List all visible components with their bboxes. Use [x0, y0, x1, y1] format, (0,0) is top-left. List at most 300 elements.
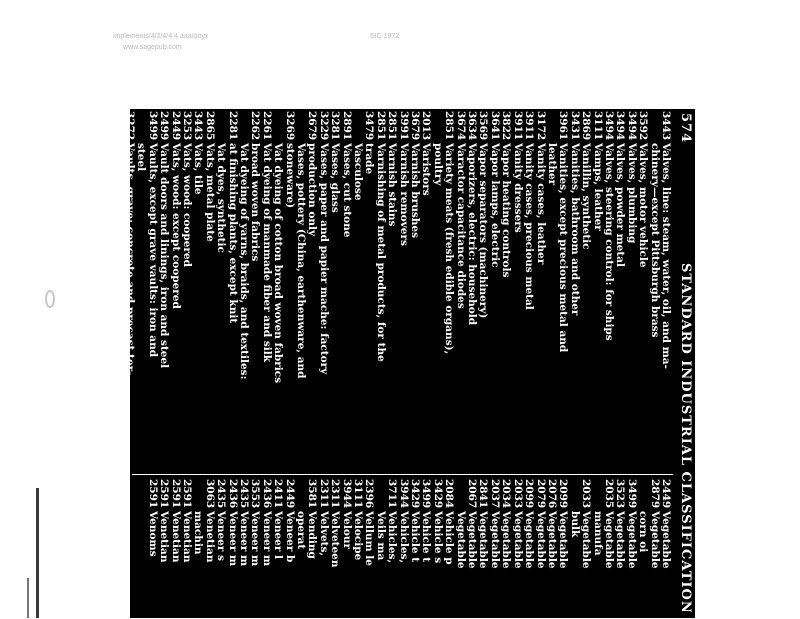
- index-entry: [557, 111, 568, 471]
- entry-description: Vases, paper and papier mache: factory: [317, 143, 330, 375]
- entry-description: Valves, line: steam, water, oil, and ma-: [660, 143, 672, 369]
- entry-description: manufa: [591, 511, 604, 556]
- entry-description: broad woven fabrics: [249, 143, 262, 262]
- entry-description: Vapor separators (machinery): [477, 143, 490, 319]
- index-entry: [660, 479, 671, 619]
- index-entry: [454, 111, 465, 471]
- index-entry: [317, 111, 328, 471]
- entry-description: Vegetable: [625, 511, 638, 569]
- sic-code: [215, 111, 226, 143]
- margin-note: implements/4/2/4/4 4 aaa/ooyx: [113, 33, 209, 40]
- sic-code: 3281: [329, 111, 342, 141]
- index-entry: [500, 111, 511, 471]
- entry-description: Vat dyeing of yarns, braids, and textiles:: [237, 143, 250, 380]
- entry-description: Vaporizers, electric: household: [466, 143, 479, 326]
- index-entry: [306, 479, 317, 619]
- sic-code: 2436: [226, 479, 239, 509]
- entry-description: Varnish stains: [386, 143, 399, 227]
- entry-description: Vegetable: [660, 511, 672, 569]
- entry-description: Vault doors and linings, iron and steel: [158, 143, 171, 369]
- sic-code: 2591: [146, 479, 159, 509]
- sic-code: 2076: [545, 479, 558, 509]
- index-entry: [249, 111, 260, 471]
- entry-description: corn oi: [637, 511, 650, 553]
- sic-code: 2013: [420, 111, 433, 141]
- sic-code: 3592: [637, 111, 650, 141]
- sic-code: 3711: [386, 479, 399, 509]
- entry-description: at finishing plants, except knit: [226, 143, 239, 324]
- sic-code: [591, 479, 602, 511]
- entry-description: Venetian: [169, 511, 182, 563]
- index-entry: [625, 111, 636, 471]
- sic-code: 3581: [306, 479, 319, 509]
- entry-description: Vat dyeing of cotton broad woven fabrics: [272, 143, 285, 384]
- sic-code: 2035: [602, 479, 615, 509]
- sic-code: [135, 111, 146, 143]
- sic-code: 3679: [409, 111, 422, 141]
- index-entry: [306, 111, 317, 471]
- entry-description: Vegetable: [648, 511, 661, 569]
- entry-description: Velveteen: [329, 511, 342, 568]
- index-entry: [477, 479, 488, 619]
- index-entry: [374, 479, 385, 619]
- entry-description: Veneer m: [237, 511, 250, 567]
- index-entry: [511, 111, 522, 471]
- index-entry: [260, 479, 271, 619]
- index-entry: [249, 479, 260, 619]
- sic-code: 3494: [602, 111, 615, 141]
- sic-code: 2099: [557, 479, 570, 509]
- index-entry: [637, 111, 648, 471]
- sic-code: 3499: [420, 479, 433, 509]
- entry-description: Vaults, except grave vaults: iron and: [146, 143, 159, 358]
- index-entry: [466, 479, 477, 619]
- entry-description: Veneer m: [226, 511, 239, 567]
- index-entry: [500, 479, 511, 619]
- entry-description: Vegetable: [580, 511, 593, 569]
- entry-description: bulk: [568, 511, 581, 538]
- sic-code: 2084: [443, 479, 456, 509]
- sic-code: 2311: [317, 479, 330, 509]
- entry-description: Vanillin, synthetic: [580, 143, 593, 250]
- entry-description: operat: [295, 511, 307, 550]
- sic-code: 2851: [443, 111, 456, 141]
- sic-code: 2591: [180, 479, 193, 509]
- index-entry: [215, 479, 226, 619]
- index-entry: [603, 479, 614, 619]
- index-entry: [409, 111, 420, 471]
- index-entry: [614, 111, 625, 471]
- index-entry: [523, 111, 534, 471]
- sic-code: [238, 111, 249, 143]
- entry-description: Valves, motor vehicle: [637, 143, 650, 268]
- index-entry: [431, 479, 442, 619]
- entry-description: Vegetable: [466, 511, 479, 569]
- sic-code: 2033: [511, 479, 524, 509]
- index-entry: [329, 111, 340, 471]
- index-entry: [226, 479, 237, 619]
- entry-description: Vegetable: [545, 511, 558, 569]
- entry-description: Vegetable: [534, 511, 547, 569]
- entry-description: Vat dyeing of manmade fiber and silk: [260, 143, 273, 362]
- index-entry: [511, 479, 522, 619]
- index-entry: [386, 479, 397, 619]
- entry-description: Vegetable: [602, 511, 615, 569]
- entry-description: Vapor lamps, electric: [488, 143, 501, 268]
- index-entry: [477, 111, 488, 471]
- index-entry: [158, 111, 169, 471]
- entry-description: Vats, metal plate: [203, 143, 216, 242]
- index-entry: [89, 111, 100, 471]
- index-entry: [295, 479, 306, 619]
- punch-hole-mark: [45, 290, 55, 308]
- sic-code: 2311: [329, 479, 342, 509]
- sic-code: 3443: [660, 111, 672, 141]
- sic-code: [295, 111, 306, 143]
- index-entry: [489, 111, 500, 471]
- entry-description: Vases, pottery (China, earthenware, and: [295, 143, 307, 379]
- entry-description: Varnishing of metal products, for the: [374, 143, 387, 362]
- index-entry: [238, 479, 249, 619]
- entry-description: Valves, steering control: for ships: [602, 143, 615, 341]
- entry-description: leather: [545, 143, 558, 186]
- entry-description: Vases, cut stone: [340, 143, 353, 238]
- entry-description: Velvets,: [317, 511, 330, 557]
- index-entry: [397, 479, 408, 619]
- sic-code: 2435: [237, 479, 250, 509]
- sic-code: 3429: [409, 479, 422, 509]
- entry-description: Varistors: [420, 143, 433, 196]
- index-entry: [340, 479, 351, 619]
- page-header: [675, 113, 693, 613]
- index-entry: [317, 479, 328, 619]
- sic-code: 2099: [523, 479, 536, 509]
- index-entry: [523, 479, 534, 619]
- entry-description: Vegetable: [488, 511, 501, 569]
- index-entry: [546, 111, 557, 471]
- index-entry: [420, 111, 431, 471]
- entry-description: Velocipe: [352, 511, 365, 561]
- sic-code: 3822: [500, 111, 513, 141]
- sic-code: 3995: [101, 111, 114, 141]
- entry-description: Varactor capacitance diodes: [454, 143, 467, 309]
- entry-description: poultry: [431, 143, 444, 186]
- sic-code: 2851: [386, 111, 399, 141]
- entry-description: Vegetable: [454, 511, 467, 569]
- index-entry: [352, 111, 363, 471]
- index-entry: [648, 111, 659, 471]
- sic-code: 2679: [306, 111, 319, 141]
- sic-code: [192, 479, 203, 511]
- entry-description: Vasculose: [352, 143, 365, 201]
- entry-description: Veneer m: [249, 511, 262, 567]
- entry-description: Venoms: [146, 511, 159, 557]
- index-entry: [443, 479, 454, 619]
- index-entry: [580, 479, 591, 619]
- index-entry: [386, 111, 397, 471]
- entry-description: Vegetable: [477, 511, 490, 569]
- sic-code: 3429: [431, 479, 444, 509]
- sic-code: 2011: [89, 111, 102, 141]
- index-entry: [534, 479, 545, 619]
- sic-code: 2033: [580, 479, 593, 509]
- index-entry: [363, 479, 374, 619]
- entry-description: Vegetable: [557, 511, 570, 569]
- sic-code: 3111: [591, 111, 604, 141]
- entry-description: Vegetable: [500, 511, 513, 569]
- entry-description: production only: [306, 143, 319, 237]
- entry-description: Vanity dressers: [511, 143, 524, 233]
- index-entry: [454, 479, 465, 619]
- entry-description: razzo: [112, 143, 125, 175]
- sic-code: 3431: [568, 111, 581, 141]
- sic-code: 3479: [363, 111, 376, 141]
- sic-code: 3911: [511, 111, 524, 141]
- entry-description: Vellum le: [363, 511, 376, 566]
- index-entry: [591, 479, 602, 619]
- sic-code: 3272: [123, 111, 136, 141]
- entry-description: steel: [135, 143, 148, 172]
- entry-description: Vegetable: [511, 511, 524, 569]
- index-entry: [192, 479, 203, 619]
- entry-description: Vehicle t: [409, 511, 422, 563]
- sic-code: 3499: [146, 111, 159, 141]
- entry-description: Vats, wood: except coopered: [169, 143, 182, 309]
- sic-code: 3523: [614, 479, 627, 509]
- sic-code: 2869: [580, 111, 593, 141]
- entry-description: trade: [363, 143, 376, 175]
- sic-code: 2261: [260, 111, 273, 141]
- index-entry: [603, 111, 614, 471]
- sic-code: 2079: [534, 479, 547, 509]
- sic-code: 2411: [272, 479, 285, 509]
- sic-code: [431, 111, 442, 143]
- entry-description: Vat dyes, synthetic: [215, 143, 228, 253]
- entry-description: Vehicle s: [431, 511, 444, 564]
- entry-description: Vapor heating controls: [500, 143, 513, 278]
- sic-code: 2449: [660, 479, 672, 509]
- margin-note: SIC 1972: [370, 33, 400, 40]
- entry-description: Veils ma: [374, 511, 387, 561]
- index-entry: [431, 111, 442, 471]
- page-edge-shadow: [27, 578, 29, 618]
- sic-code: 3553: [249, 479, 262, 509]
- entry-description: Vanity cases, precious metal: [523, 143, 536, 310]
- entry-description: Vamps, leather: [591, 143, 604, 231]
- sic-code: 3674: [454, 111, 467, 141]
- sic-code: 3944: [340, 479, 353, 509]
- index-entry: [124, 111, 135, 471]
- entry-description: stoneware): [283, 143, 296, 209]
- index-entry: [546, 479, 557, 619]
- index-entry: [614, 479, 625, 619]
- sic-code: 2436: [260, 479, 273, 509]
- index-entry: [181, 479, 192, 619]
- index-entry: [101, 111, 112, 471]
- entry-description: Vanity cases, leather: [534, 143, 547, 265]
- index-entry: [409, 479, 420, 619]
- sic-code: 2034: [500, 479, 513, 509]
- column-divider: [132, 474, 673, 475]
- rotated-page-content: [89, 109, 695, 618]
- margin-note: www.sagepub.com: [123, 44, 182, 51]
- entry-description: Velour: [340, 511, 353, 550]
- sic-code: 3641: [488, 111, 501, 141]
- sic-code: 3229: [317, 111, 330, 141]
- sic-code: 2262: [249, 111, 262, 141]
- index-entry: [169, 111, 180, 471]
- sic-code: 3494: [614, 111, 627, 141]
- index-entry: [203, 479, 214, 619]
- entry-description: Vases, glass: [329, 143, 342, 213]
- index-entry: [272, 111, 283, 471]
- sic-code: 3961: [557, 111, 570, 141]
- index-entry: [238, 111, 249, 471]
- page-edge-shadow: [36, 488, 39, 618]
- sic-code: 2396: [363, 479, 376, 509]
- index-entry: [181, 111, 192, 471]
- entry-description: Vaults, grave: metal: [101, 143, 114, 261]
- index-entry: [215, 111, 226, 471]
- left-index-column: [89, 111, 671, 471]
- index-entry: [135, 111, 146, 471]
- entry-description: Vehicles,: [397, 511, 410, 564]
- sic-code: [648, 111, 659, 143]
- sic-code: 2499: [158, 111, 171, 141]
- entry-description: Vehicle p: [443, 511, 456, 565]
- sic-code: 3172: [534, 111, 547, 141]
- index-entry: [374, 111, 385, 471]
- sic-code: 2891: [340, 111, 353, 141]
- index-entry: [568, 111, 579, 471]
- index-entry: [420, 479, 431, 619]
- index-entry: [158, 479, 169, 619]
- sic-code: 3634: [466, 111, 479, 141]
- entry-description: Venetian: [203, 511, 216, 563]
- index-entry: [591, 111, 602, 471]
- entry-description: Varnish brushes: [409, 143, 422, 238]
- scanned-page: [89, 109, 695, 618]
- entry-description: Vehicle t: [420, 511, 433, 563]
- index-entry: [637, 479, 648, 619]
- entry-description: Veneer l: [272, 511, 285, 560]
- index-entry: [648, 479, 659, 619]
- sic-code: 3443: [192, 111, 205, 141]
- sic-code: 2067: [466, 479, 479, 509]
- sic-code: [374, 479, 385, 511]
- index-entry: [340, 111, 351, 471]
- sic-code: 3269: [283, 111, 296, 141]
- index-entry: [283, 479, 294, 619]
- entry-description: Varnish removers: [397, 143, 410, 246]
- sic-code: 2865: [203, 111, 216, 141]
- entry-description: Veneer b: [283, 511, 296, 563]
- index-entry: [625, 479, 636, 619]
- sic-code: 2281: [226, 111, 239, 141]
- index-entry: [443, 111, 454, 471]
- entry-description: Vehicles,: [386, 511, 399, 564]
- sic-code: 3911: [523, 111, 536, 141]
- entry-description: Valves, plumbing: [625, 143, 638, 244]
- index-entry: [580, 111, 591, 471]
- sic-code: 3991: [397, 111, 410, 141]
- index-entry: [557, 479, 568, 619]
- sic-code: [637, 479, 648, 511]
- index-entry: [534, 111, 545, 471]
- sic-code: [568, 479, 579, 511]
- entry-description: Vegetable: [614, 511, 627, 569]
- sic-code: 3494: [625, 111, 638, 141]
- sic-code: [272, 111, 283, 143]
- page-number: 574: [678, 113, 693, 144]
- index-entry: [283, 111, 294, 471]
- sic-code: [546, 111, 557, 143]
- index-entry: [397, 111, 408, 471]
- entry-description: Veal, retail: [89, 143, 102, 207]
- index-entry: [329, 479, 340, 619]
- index-entry: [203, 111, 214, 471]
- sic-code: 2841: [477, 479, 490, 509]
- sic-code: [112, 111, 123, 143]
- index-entry: [146, 111, 157, 471]
- entry-description: Vats, tile: [192, 143, 205, 195]
- index-entry: [363, 111, 374, 471]
- index-entry: [272, 479, 283, 619]
- sic-code: 2037: [488, 479, 501, 509]
- index-entry: [660, 111, 671, 471]
- entry-description: Veneer s: [215, 511, 228, 561]
- sic-code: 3253: [180, 111, 193, 141]
- sic-code: 2435: [215, 479, 228, 509]
- entry-description: Vaults, grave: concrete and precast ter-: [123, 143, 136, 376]
- index-entry: [260, 111, 271, 471]
- entry-description: Variety meats (fresh edible organs),: [443, 143, 456, 355]
- entry-description: Venetian: [158, 511, 171, 563]
- index-entry: [568, 479, 579, 619]
- index-entry: [226, 111, 237, 471]
- index-entry: [112, 111, 123, 471]
- sic-code: 2449: [169, 111, 182, 141]
- sic-code: 3569: [477, 111, 490, 141]
- entry-description: Vegetable: [523, 511, 536, 569]
- index-entry: [489, 479, 500, 619]
- sic-code: [352, 111, 363, 143]
- index-entry: [466, 111, 477, 471]
- entry-description: Vanities, bathroom and other: [568, 143, 581, 316]
- sic-code: 3063: [203, 479, 216, 509]
- entry-description: Valves, powder metal: [614, 143, 627, 268]
- sic-code: 2851: [374, 111, 387, 141]
- sic-code: [295, 479, 306, 511]
- right-index-column: [146, 479, 671, 619]
- sic-code: [454, 479, 465, 511]
- index-entry: [146, 479, 157, 619]
- entry-description: Vending: [306, 511, 319, 559]
- entry-description: machin: [192, 511, 205, 555]
- sic-code: 3944: [397, 479, 410, 509]
- index-entry: [352, 479, 363, 619]
- index-entry: [169, 479, 180, 619]
- entry-description: chinery—except Pittsburgh brass: [648, 143, 661, 338]
- entry-description: Veneer m: [260, 511, 273, 567]
- sic-code: 2591: [158, 479, 171, 509]
- index-entry: [295, 111, 306, 471]
- sic-code: 2879: [648, 479, 661, 509]
- entry-description: Vats, wood: coopered: [180, 143, 193, 267]
- running-title: STANDARD INDUSTRIAL CLASSIFICATION: [678, 263, 693, 614]
- sic-code: 3111: [352, 479, 365, 509]
- entry-description: Vanities, except precious metal and: [557, 143, 570, 353]
